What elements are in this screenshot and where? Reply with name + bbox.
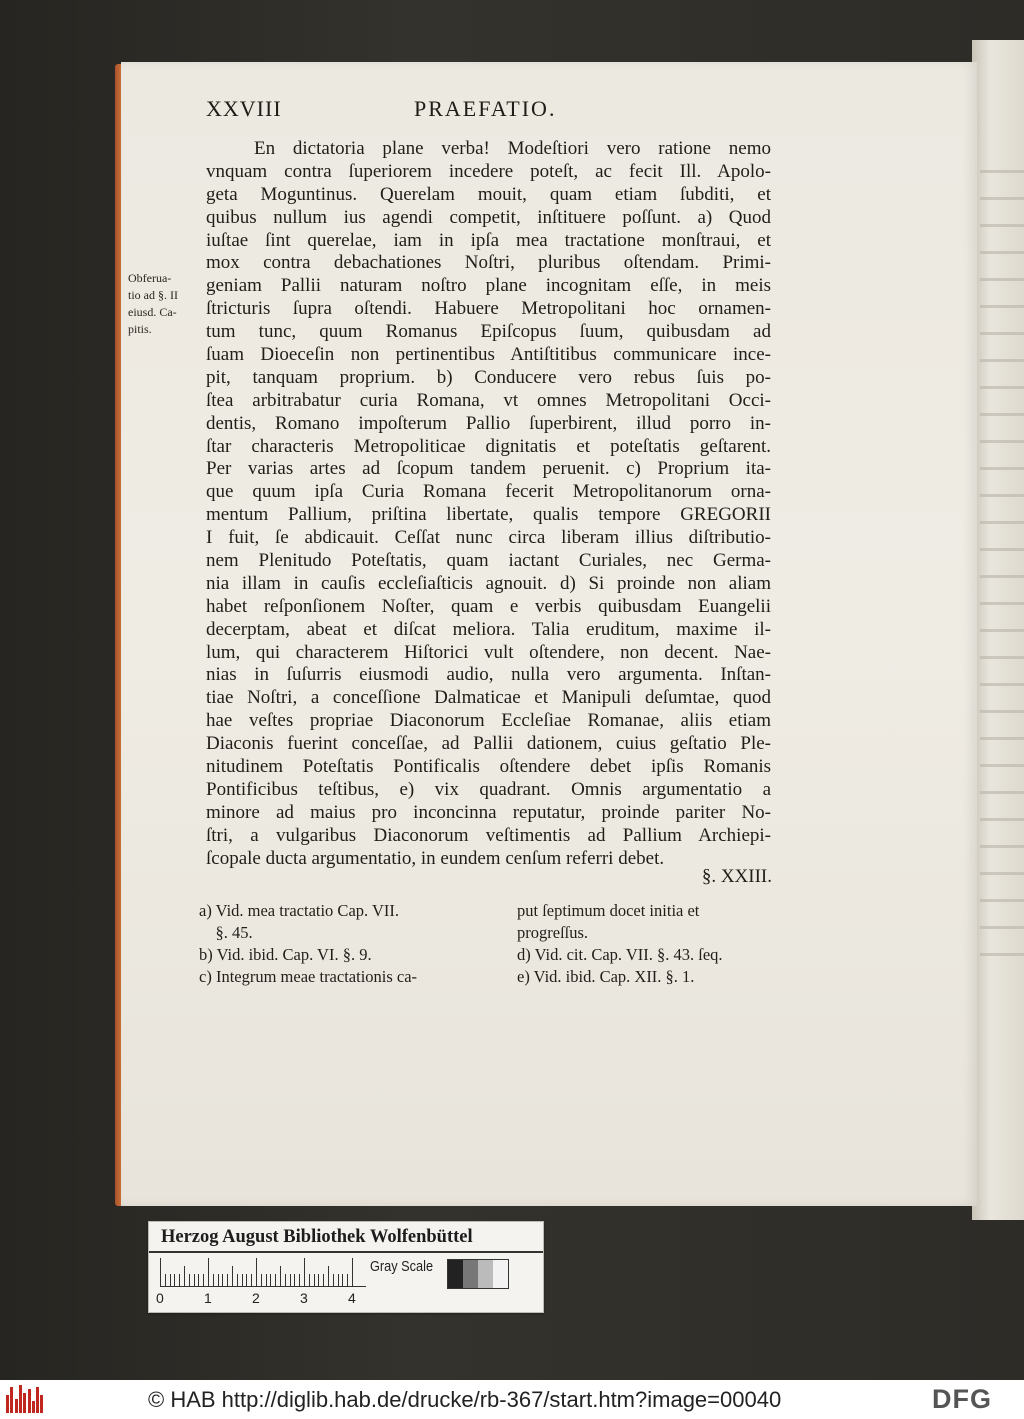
ruler-baseline (160, 1286, 366, 1287)
facing-page-ghost-line (980, 629, 1024, 632)
marginal-note-line: pitis. (128, 322, 152, 336)
body-text-line: geniam Pallii naturam noſtro plane incognitam eſſe, in meis (206, 275, 771, 297)
ruler-tick (232, 1266, 233, 1286)
body-text-line: I fuit, ſe abdicauit. Ceſſat nunc circa liberam illius diſtributio- (206, 527, 771, 549)
body-text-line: Diaconis fuerint conceſſae, ad Pallii dationem, cuius geſtatio Ple- (206, 733, 771, 755)
body-text (206, 138, 771, 871)
facing-page-ghost-line (980, 467, 1024, 470)
ruler-tick (165, 1274, 166, 1286)
body-text-line: quibus nullum ius agendi competit, inſtituere poſſunt. a) Quod (206, 206, 771, 228)
logo-bar (19, 1385, 22, 1413)
facing-page-ghost-line (980, 413, 1024, 416)
facing-page-ghost-line (980, 710, 1024, 713)
gray-swatch (448, 1260, 463, 1288)
facing-page-ghost-line (980, 251, 1024, 254)
measurement-ruler (160, 1258, 366, 1286)
marginal-note-line: Obferua- (128, 271, 172, 285)
body-text-line: que quum ipſa Curia Romana fecerit Metropolitanorum orna- (206, 481, 771, 503)
body-text-line: nia illam in cauſis eccleſiaſticis agnouit. d) Si proinde non aliam (206, 572, 771, 594)
ruler-tick (323, 1274, 324, 1286)
footnotes-left-column (199, 900, 484, 988)
facing-page-ghost-line (980, 764, 1024, 767)
gray-swatch (493, 1260, 508, 1288)
gray-scale-swatches (447, 1259, 509, 1289)
facing-page-ghost-line (980, 926, 1024, 929)
ruler-tick (338, 1274, 339, 1286)
footnote-line: c) Integrum meae tractationis ca- (199, 967, 418, 986)
logo-bar (23, 1393, 26, 1413)
facing-page-ghost-line (980, 521, 1024, 524)
ruler-tick (266, 1274, 267, 1286)
ruler-tick (237, 1274, 238, 1286)
ruler-tick (347, 1274, 348, 1286)
logo-bar (36, 1387, 39, 1413)
body-text-line: nias in ſuſurris eiusmodi audio, nulla vero argumenta. Inſtan- (206, 664, 771, 686)
logo-bar (15, 1399, 18, 1413)
gray-swatch (463, 1260, 478, 1288)
dfg-logo: DFG (932, 1384, 992, 1414)
body-text-line: nem Plenitudo Poteſtatis, quam iactant Curiales, nec Germa- (206, 550, 771, 572)
facing-page-ghost-line (980, 845, 1024, 848)
ruler-tick (318, 1274, 319, 1286)
ruler-tick (246, 1274, 247, 1286)
facing-page-ghost-line (980, 683, 1024, 686)
body-text-line: minore ad maius pro inconcinna reputatur, proinde pariter No- (206, 801, 771, 823)
body-text-line: geta Moguntinus. Querelam mouit, quam etiam ſubditi, et (206, 183, 771, 205)
body-text-line: mox contra debachationes Noſtri, pluribus oſtendam. Primi- (206, 252, 771, 274)
body-text-line: Pontificibus teſtibus, e) vix quadrant. Omnis argumentatio a (206, 778, 771, 800)
body-text-line: Per varias artes ad ſcopum tandem peruenit. c) Proprium ita- (206, 458, 771, 480)
footer-bar (0, 1380, 1024, 1419)
facing-page-ghost-line (980, 872, 1024, 875)
facing-page-ghost-line (980, 197, 1024, 200)
ruler-tick (275, 1274, 276, 1286)
facing-page-ghost-line (980, 548, 1024, 551)
logo-bar (6, 1395, 9, 1413)
ruler-tick (342, 1274, 343, 1286)
ruler-number: 2 (252, 1290, 260, 1306)
body-text-line: En dictatoria plane verba! Modeſtiori vero ratione nemo (254, 138, 771, 159)
facing-page-edge (972, 40, 1024, 1220)
marginal-note (128, 270, 204, 338)
facing-page-ghost-line (980, 386, 1024, 389)
ruler-tick (352, 1258, 353, 1286)
facing-page-ghost-line (980, 440, 1024, 443)
facing-page-ghost-line (980, 656, 1024, 659)
ruler-tick (222, 1274, 223, 1286)
ruler-tick (213, 1274, 214, 1286)
body-text-line: ſcopale ducta argumentatio, in eundem cenſum referri debet. (206, 847, 665, 869)
ruler-tick (218, 1274, 219, 1286)
body-text-line: ſtri, a vulgaribus Diaconorum veſtimentis ad Pallium Archiepi- (206, 824, 771, 846)
gray-swatch (478, 1260, 493, 1288)
marginal-note-line: tio ad §. II (128, 288, 178, 302)
body-text-line: dentis, Romano impoſterum Pallio ſuperbirent, illud porro in- (206, 412, 771, 434)
footnote-line: progreſſus. (517, 923, 589, 942)
ruler-tick (256, 1258, 257, 1286)
facing-page-ghost-line (980, 791, 1024, 794)
hab-barcode-logo-icon (6, 1383, 46, 1415)
color-reference-card (148, 1221, 544, 1313)
facing-page-ghost-line (980, 494, 1024, 497)
ruler-tick (174, 1274, 175, 1286)
facing-page-ghost-line (980, 602, 1024, 605)
footnotes-right-column (517, 900, 777, 988)
body-text-line: nitudinem Poteſtatis Pontificalis oſtendere debet ipſis Romanis (206, 756, 771, 778)
card-divider (149, 1251, 543, 1253)
body-text-line: tiae Noſtri, a conceſſione Dalmaticae et Manipuli deſumtae, quod (206, 687, 771, 709)
ruler-tick (198, 1274, 199, 1286)
body-text-line: ſuam Dioeceſin non pertinentibus Antiſtitibus communicare ince- (206, 344, 771, 366)
ruler-tick (333, 1274, 334, 1286)
footnote-line: a) Vid. mea tractatio Cap. VII. (199, 901, 399, 920)
ruler-tick (285, 1274, 286, 1286)
running-head (206, 96, 766, 126)
facing-page-ghost-line (980, 170, 1024, 173)
body-text-line: tum tunc, quum Romanus Epiſcopus ſuum, quibusdam ad (206, 321, 771, 343)
ruler-tick (309, 1274, 310, 1286)
ruler-tick (251, 1274, 252, 1286)
ruler-number: 4 (348, 1290, 356, 1306)
body-text-line: vnquam contra ſuperiorem incedere poteſt, ac fecit Ill. Apolo- (206, 160, 771, 182)
facing-page-ghost-line (980, 737, 1024, 740)
ruler-tick (294, 1274, 295, 1286)
ruler-tick (304, 1258, 305, 1286)
body-text-line: ſtea arbitrabatur curia Romana, vt omnes Metropolitani Occi- (206, 389, 771, 411)
logo-bar (32, 1401, 35, 1413)
ruler-tick (280, 1266, 281, 1286)
footnote-line: d) Vid. cit. Cap. VII. §. 43. ſeq. (517, 945, 723, 964)
ruler-tick (194, 1274, 195, 1286)
footnote-line: put ſeptimum docet initia et (517, 901, 700, 920)
ruler-tick (261, 1274, 262, 1286)
ruler-tick (328, 1266, 329, 1286)
ruler-tick (227, 1274, 228, 1286)
facing-page-ghost-line (980, 305, 1024, 308)
facing-page-ghost-line (980, 575, 1024, 578)
ruler-tick (170, 1274, 171, 1286)
ruler-tick (299, 1274, 300, 1286)
footnote-line: §. 45. (199, 923, 253, 942)
library-name: Herzog August Bibliothek Wolfenbüttel (161, 1227, 473, 1247)
body-text-line: lum, qui characterem Hiſtorici vult oſtendere, non decent. Nae- (206, 641, 771, 663)
ruler-number: 0 (156, 1290, 164, 1306)
facing-page-ghost-line (980, 278, 1024, 281)
facing-page-ghost-line (980, 359, 1024, 362)
body-text-line: mentum Pallium, priſtina libertate, qualis tempore GREGORII (206, 504, 771, 526)
ruler-tick (314, 1274, 315, 1286)
body-text-line: hae veſtes propriae Diaconorum Eccleſiae Romanae, aliis etiam (206, 710, 771, 732)
body-text-line: decerptam, abeat et diſcat meliora. Talia eruditum, maxime il- (206, 618, 771, 640)
ruler-tick (189, 1274, 190, 1286)
body-text-line: pit, tanquam proprium. b) Conducere vero rebus ſuis po- (206, 366, 771, 388)
ruler-tick (242, 1274, 243, 1286)
footnote-line: e) Vid. ibid. Cap. XII. §. 1. (517, 967, 695, 986)
logo-bar (10, 1387, 13, 1413)
gray-scale-label: Gray Scale (370, 1258, 434, 1275)
facing-page-ghost-line (980, 953, 1024, 956)
ruler-tick (208, 1258, 209, 1286)
ruler-number: 3 (300, 1290, 308, 1306)
ruler-tick (203, 1274, 204, 1286)
ruler-tick (270, 1274, 271, 1286)
facing-page-ghost-line (980, 224, 1024, 227)
body-text-line: habet reſponſionem Noſter, quam e verbis quibusdam Euangelii (206, 595, 771, 617)
logo-bar (40, 1395, 43, 1413)
body-text-line: iuſtae ſint querelae, iam in ipſa mea tractatione monſtraui, et (206, 229, 771, 251)
logo-bar (28, 1389, 31, 1413)
facing-page-ghost-line (980, 818, 1024, 821)
page-folio: XXVIII (206, 96, 282, 121)
running-title: PRAEFATIO. (414, 96, 557, 121)
body-text-line: ſtricturis ſupra oſtendi. Habuere Metropolitani hoc ornamen- (206, 298, 771, 320)
facing-page-ghost-line (980, 332, 1024, 335)
ruler-tick (290, 1274, 291, 1286)
ruler-tick (160, 1258, 161, 1286)
ruler-tick (184, 1266, 185, 1286)
footnote-line: b) Vid. ibid. Cap. VI. §. 9. (199, 945, 372, 964)
copyright-credit: © HAB http://diglib.hab.de/drucke/rb-367/start.htm?image=00040 (148, 1387, 782, 1412)
body-text-line: ſtar characteris Metropoliticae dignitatis et poteſtatis geſtarent. (206, 435, 771, 457)
marginal-note-line: eiusd. Ca- (128, 305, 177, 319)
facing-page-ghost-line (980, 899, 1024, 902)
ruler-tick (179, 1274, 180, 1286)
ruler-number: 1 (204, 1290, 212, 1306)
catchword: §. XXIII. (701, 866, 772, 887)
